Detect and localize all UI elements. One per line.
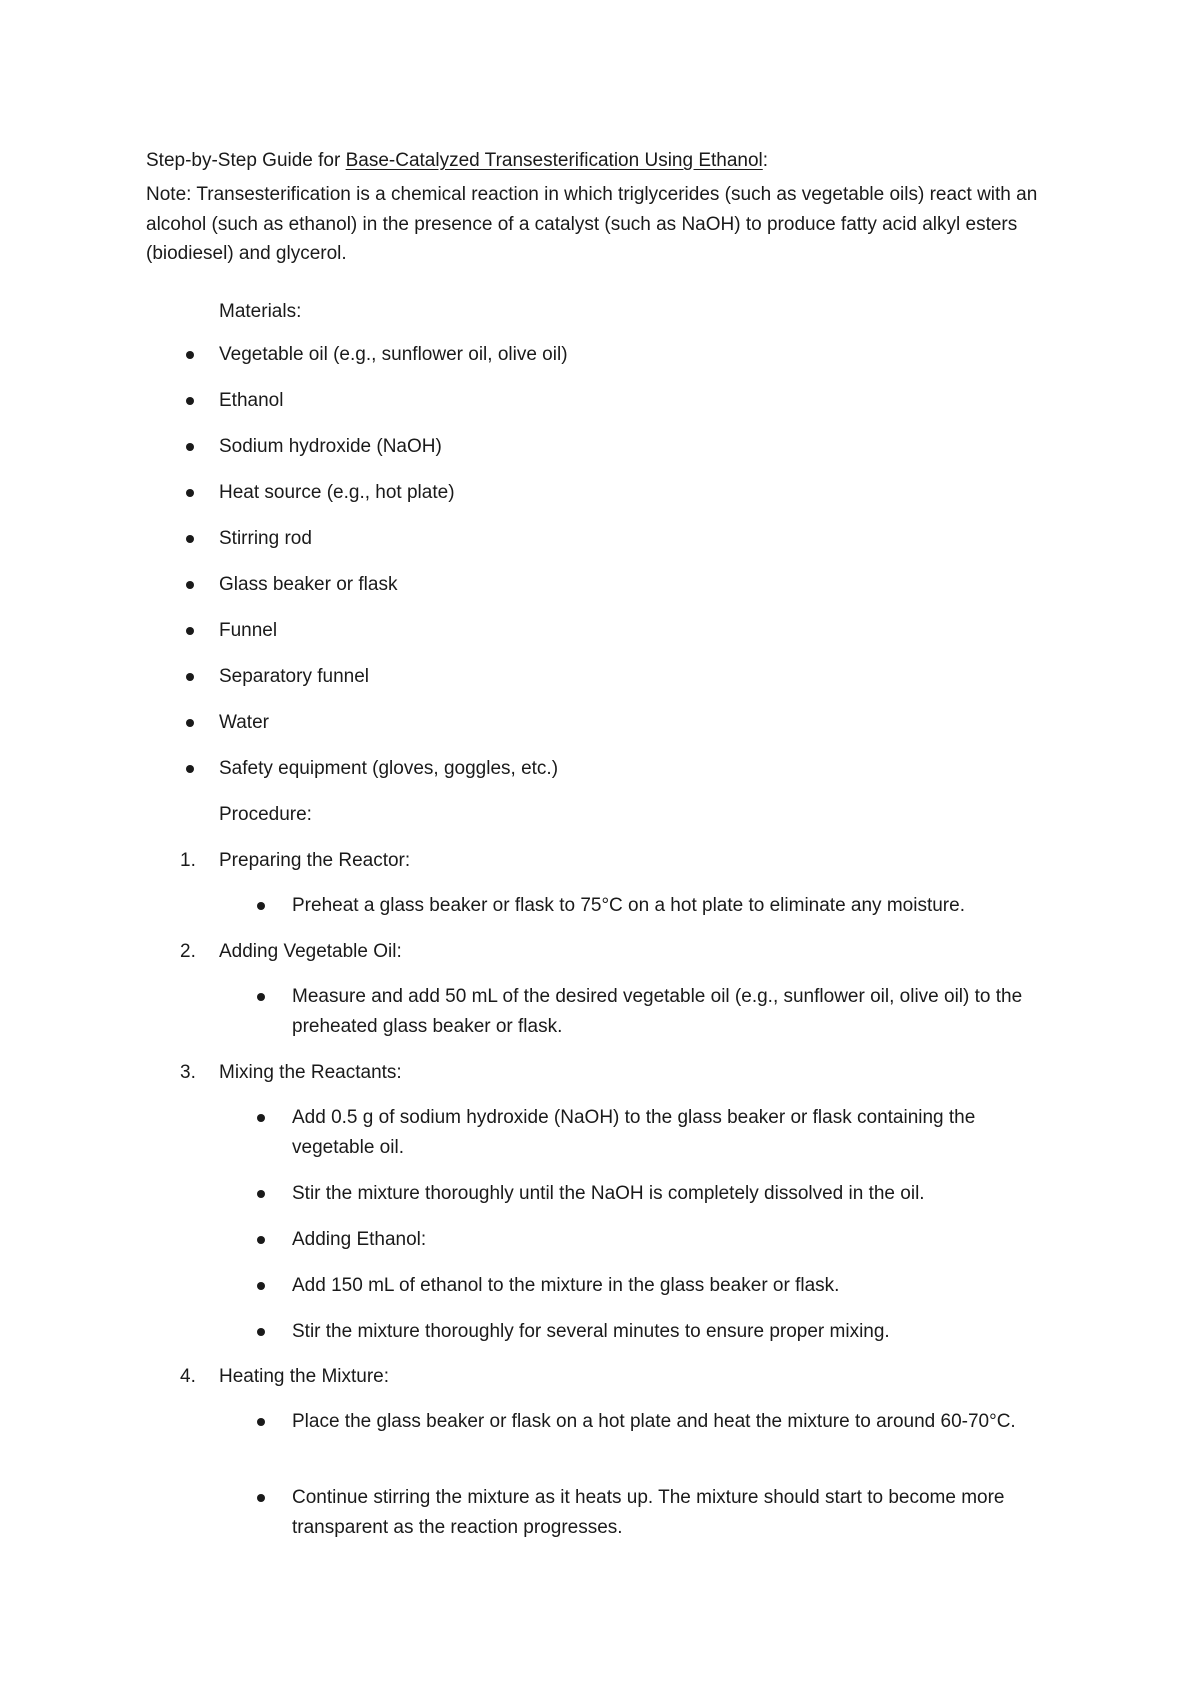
step-bullet: Continue stirring the mixture as it heats up. The mixture should start to become more transparent as the reaction progresses.	[292, 1487, 1005, 1538]
bullet-icon	[186, 489, 194, 497]
list-item: Water	[219, 712, 269, 733]
bullet-icon	[257, 1236, 265, 1244]
document-title	[146, 148, 768, 174]
bullet-icon	[257, 902, 265, 910]
bullet-icon	[257, 1190, 265, 1198]
list-item: Vegetable oil (e.g., sunflower oil, olive oil)	[219, 344, 568, 365]
list-item: Sodium hydroxide (NaOH)	[219, 436, 442, 457]
bullet-icon	[257, 993, 265, 1001]
title-suffix: :	[762, 150, 769, 171]
step-number: 2.	[180, 941, 196, 962]
bullet-icon	[257, 1114, 265, 1122]
bullet-icon	[186, 535, 194, 543]
bullet-icon	[186, 673, 194, 681]
materials-heading: Materials:	[219, 301, 302, 322]
step-number: 1.	[180, 850, 196, 871]
step-bullet: Measure and add 50 mL of the desired vegetable oil (e.g., sunflower oil, olive oil) to the preheated glass beaker or flask.	[292, 986, 1023, 1037]
step-title: Heating the Mixture:	[219, 1366, 390, 1387]
step-title: Mixing the Reactants:	[219, 1062, 402, 1083]
step-bullet: Add 150 mL of ethanol to the mixture in the glass beaker or flask.	[292, 1275, 840, 1296]
bullet-icon	[186, 443, 194, 451]
bullet-icon	[257, 1494, 265, 1502]
step-title: Adding Vegetable Oil:	[219, 941, 402, 962]
bullet-icon	[186, 719, 194, 727]
step-bullet: Adding Ethanol:	[292, 1229, 427, 1250]
note-paragraph: Note: Transesterification is a chemical reaction in which triglycerides (such as vegetable oils) react with an alcohol (such as ethanol) in the presence of a catalyst (such as NaOH) to produce fatty acid alkyl esters (biodiesel) and glycerol.	[146, 184, 1038, 264]
step-bullet: Place the glass beaker or flask on a hot plate and heat the mixture to around 60-70°C.	[292, 1411, 1016, 1432]
bullet-icon	[186, 765, 194, 773]
list-item: Separatory funnel	[219, 666, 369, 687]
title-underlined: Base-Catalyzed Transesterification Using Ethanol	[345, 150, 763, 171]
bullet-icon	[186, 627, 194, 635]
step-number: 3.	[180, 1062, 196, 1083]
step-title: Preparing the Reactor:	[219, 850, 411, 871]
step-number: 4.	[180, 1366, 196, 1387]
list-item: Funnel	[219, 620, 278, 641]
step-bullet: Stir the mixture thoroughly until the NaOH is completely dissolved in the oil.	[292, 1183, 925, 1204]
bullet-icon	[186, 351, 194, 359]
bullet-icon	[257, 1418, 265, 1426]
step-bullet: Add 0.5 g of sodium hydroxide (NaOH) to the glass beaker or flask containing the vegetable oil.	[292, 1107, 976, 1158]
step-bullet: Preheat a glass beaker or flask to 75°C on a hot plate to eliminate any moisture.	[292, 895, 965, 916]
list-item: Stirring rod	[219, 528, 312, 549]
list-item: Safety equipment (gloves, goggles, etc.)	[219, 758, 559, 779]
list-item: Ethanol	[219, 390, 284, 411]
bullet-icon	[186, 581, 194, 589]
bullet-icon	[257, 1282, 265, 1290]
title-prefix: Step-by-Step Guide for	[146, 150, 346, 171]
bullet-icon	[257, 1328, 265, 1336]
procedure-heading: Procedure:	[219, 804, 312, 825]
bullet-icon	[186, 397, 194, 405]
step-bullet: Stir the mixture thoroughly for several minutes to ensure proper mixing.	[292, 1321, 890, 1342]
list-item: Glass beaker or flask	[219, 574, 398, 595]
list-item: Heat source (e.g., hot plate)	[219, 482, 455, 503]
